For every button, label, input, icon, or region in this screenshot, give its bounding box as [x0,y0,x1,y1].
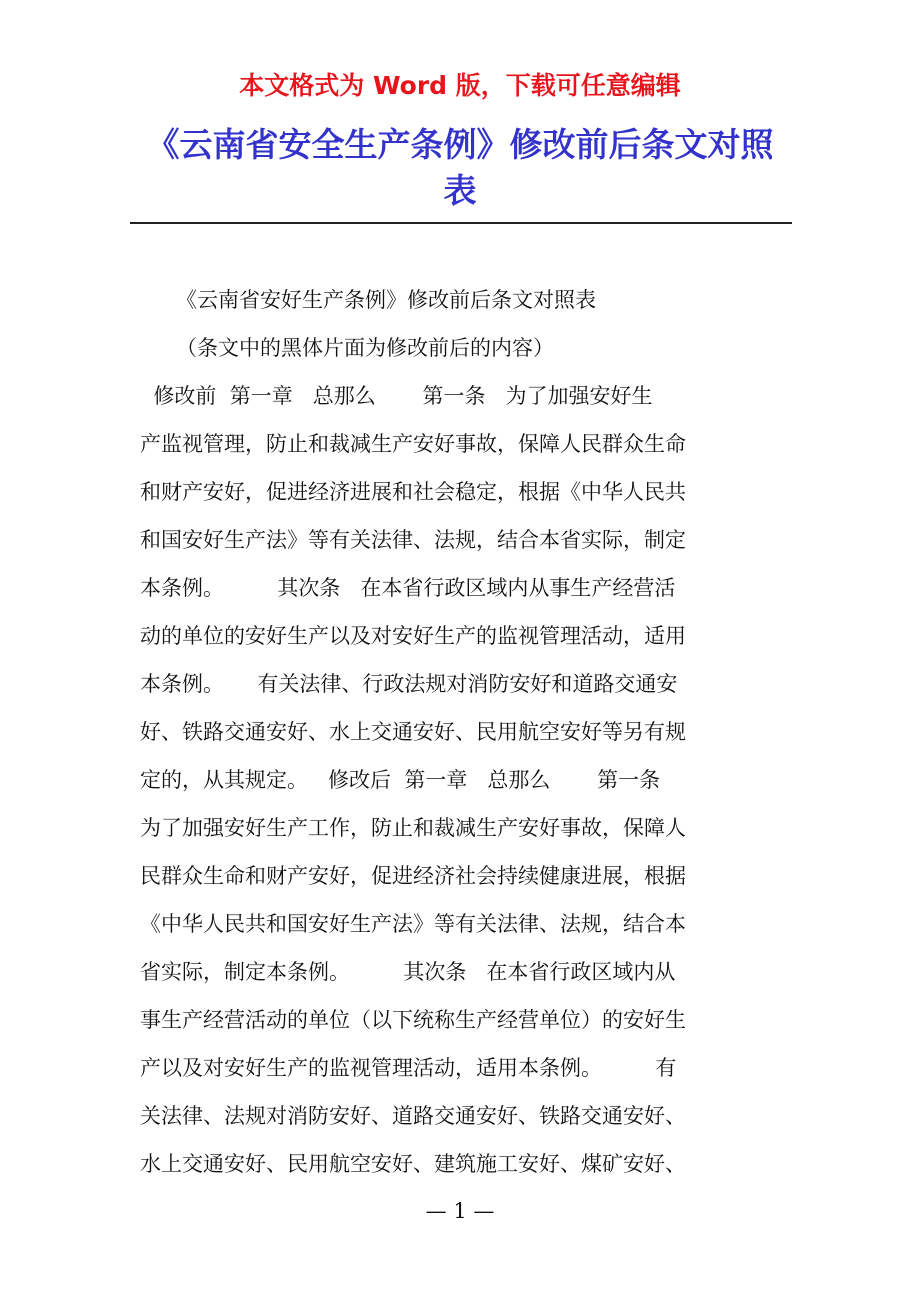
document-title-line-2: 表 [443,171,477,210]
body-subtitle: 《云南省安好生产条例》修改前后条文对照表 [176,288,596,312]
body-line: 本条例。 其次条 在本省行政区域内从事生产经营活 [140,576,676,600]
body-line: 民群众生命和财产安好，促进经济社会持续健康进展，根据 [140,864,686,888]
body-line: 本条例。 有关法律、行政法规对消防安好和道路交通安 [140,672,678,696]
body-line: 《中华人民共和国安好生产法》等有关法律、法规，结合本 [140,912,686,936]
body-note: （条文中的黑体片面为修改前后的内容） [176,336,554,360]
body-line: 好、铁路交通安好、水上交通安好、民用航空安好等另有规 [140,720,686,744]
editable-notice-banner: 本文格式为 Word 版，下载可任意编辑 [239,71,681,100]
body-line: 事生产经营活动的单位（以下统称生产经营单位）的安好生 [140,1008,686,1032]
body-line: 产以及对安好生产的监视管理活动，适用本条例。 有 [140,1056,677,1080]
body-line: 水上交通安好、民用航空安好、建筑施工安好、煤矿安好、 [140,1152,686,1176]
body-line: 和财产安好，促进经济进展和社会稳定，根据《中华人民共 [140,480,686,504]
body-line: 产监视管理，防止和裁减生产安好事故，保障人民群众生命 [140,432,686,456]
body-line: 关法律、法规对消防安好、道路交通安好、铁路交通安好、 [140,1104,686,1128]
document-title [130,122,790,214]
document-body [140,276,780,1188]
body-line: 定的，从其规定。 修改后 第一章 总那么 第一条 [140,768,661,792]
body-line: 和国安好生产法》等有关法律、法规，结合本省实际，制定 [140,528,686,552]
title-divider [130,222,792,224]
page-number: — 1 — [425,1199,495,1223]
body-line: 修改前 第一章 总那么 第一条 为了加强安好生 [140,384,653,408]
body-line: 省实际，制定本条例。 其次条 在本省行政区域内从 [140,960,676,984]
body-line: 为了加强安好生产工作，防止和裁减生产安好事故，保障人 [140,816,686,840]
document-title-line-1: 《云南省安全生产条例》修改前后条文对照 [146,125,774,164]
body-line: 动的单位的安好生产以及对安好生产的监视管理活动，适用 [140,624,686,648]
